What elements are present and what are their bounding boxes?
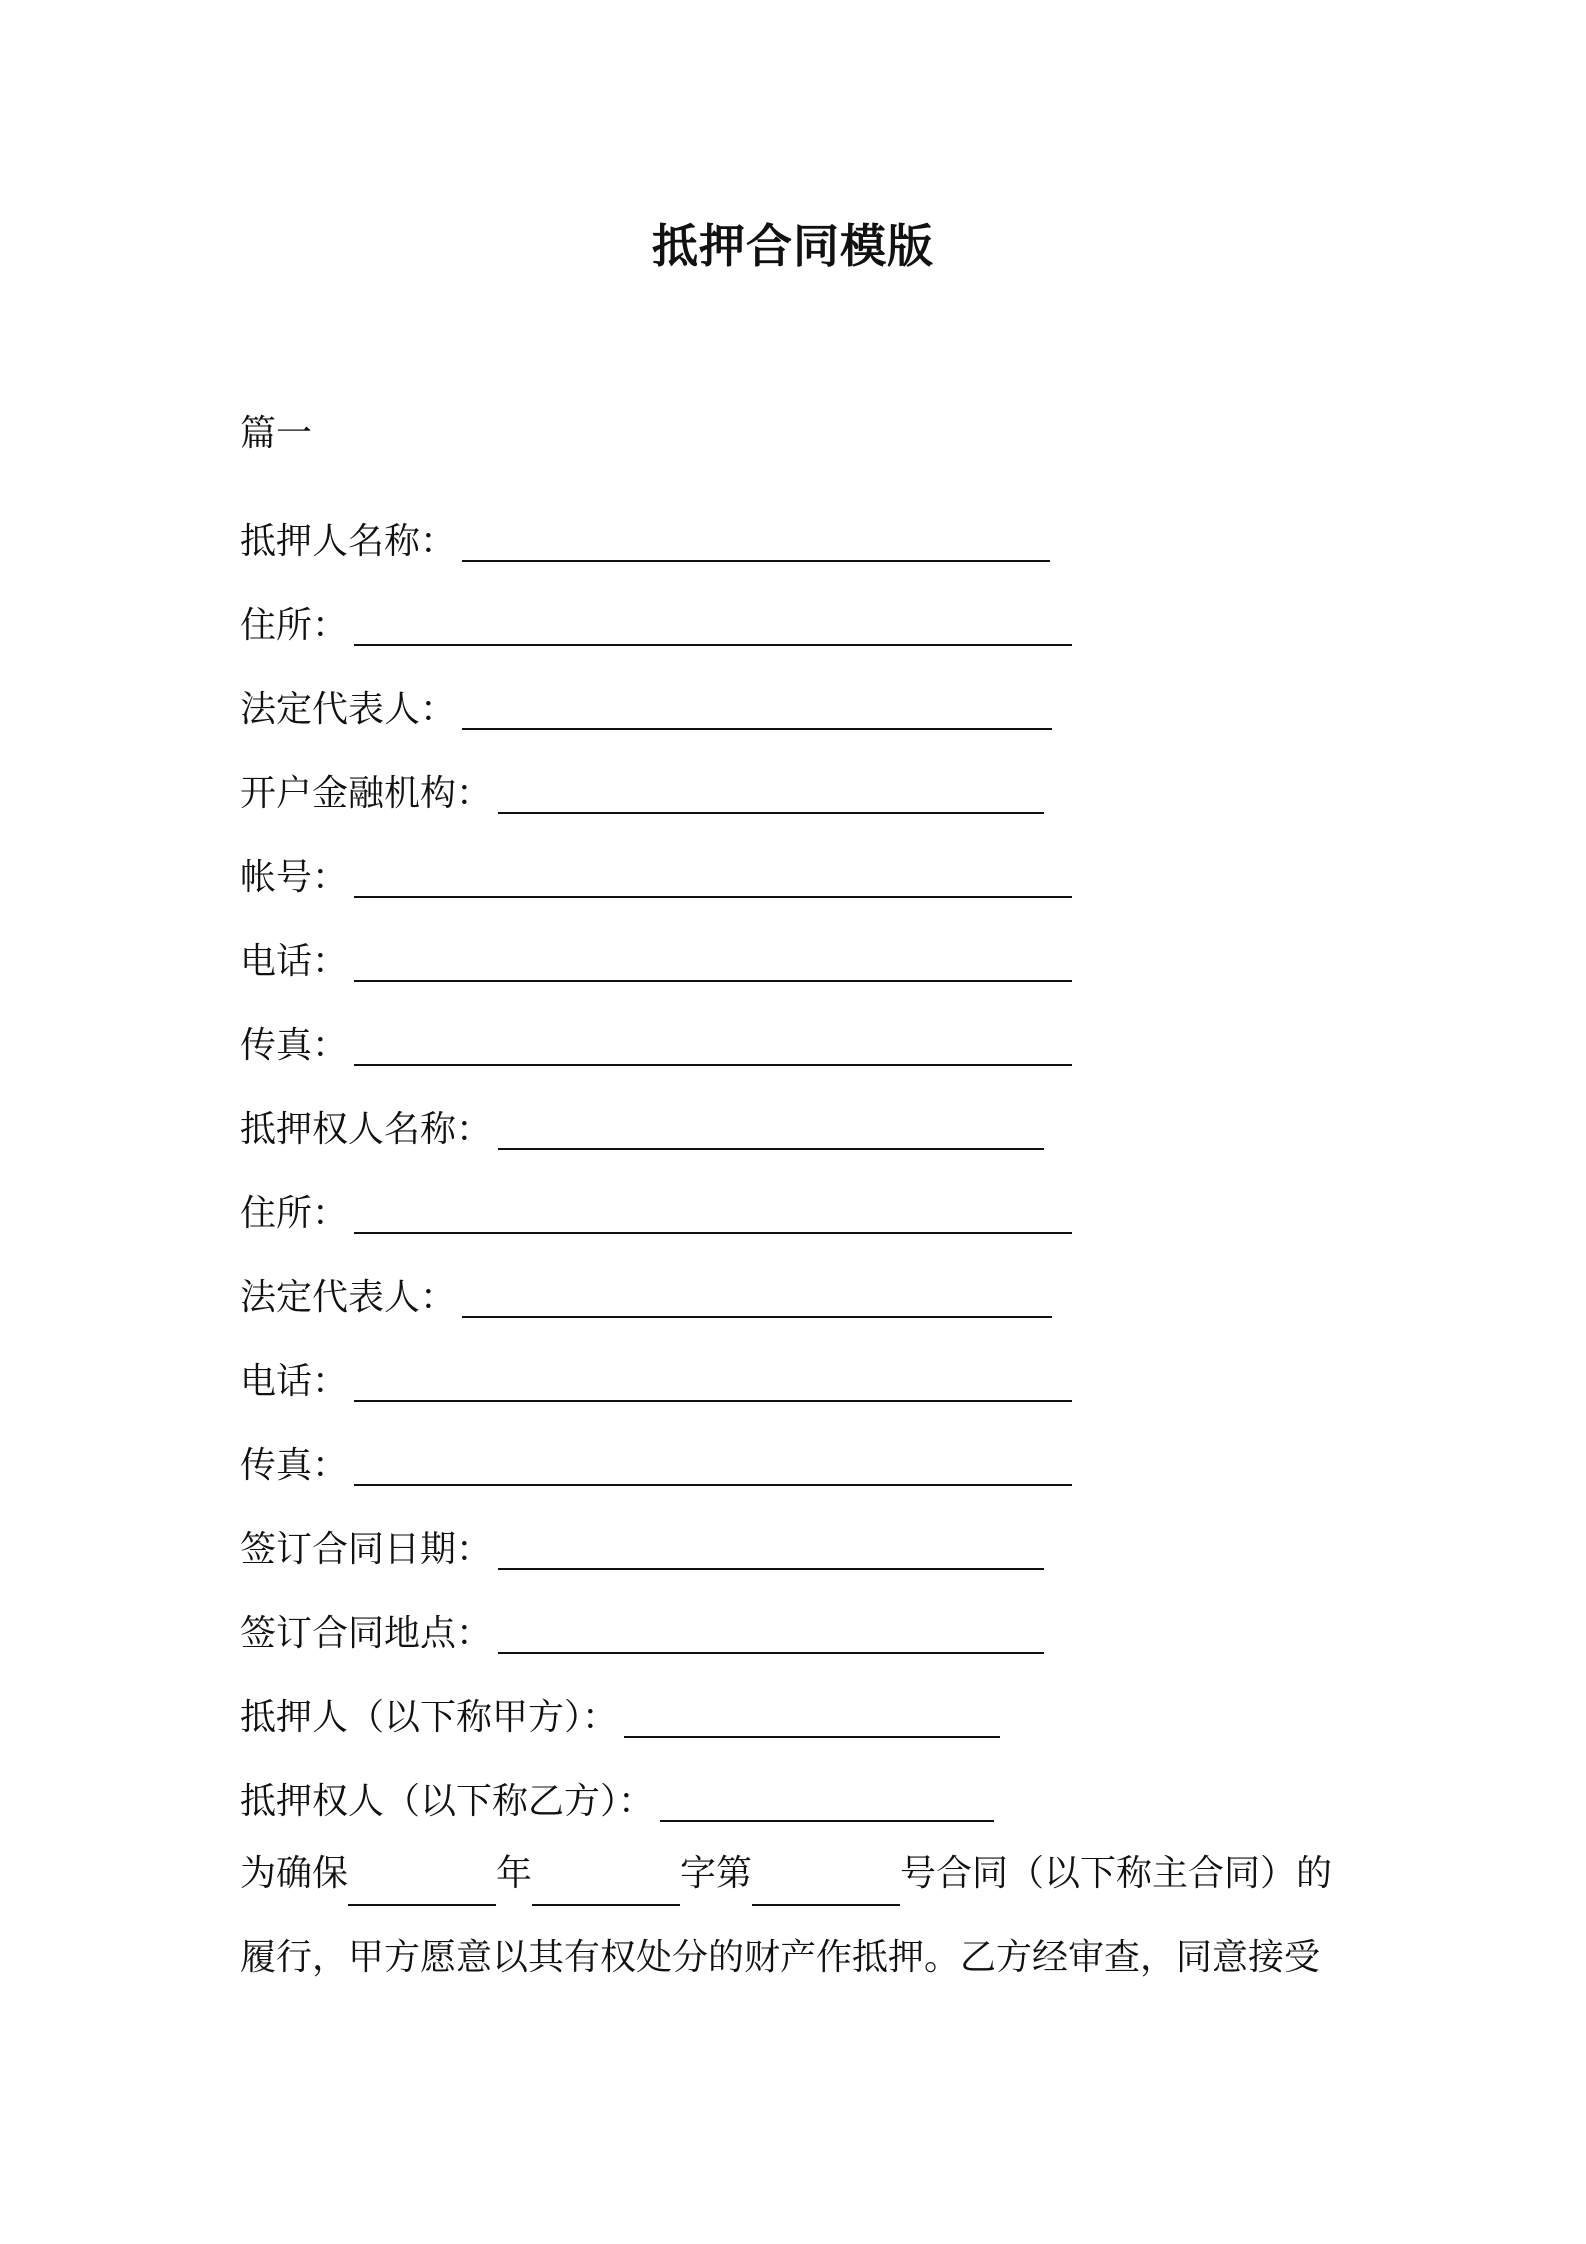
document-title: 抵押合同模版: [652, 219, 934, 273]
blank-line: [354, 1020, 1072, 1066]
blank-line: [624, 1692, 1000, 1738]
blank-line: [354, 1188, 1072, 1234]
field-label: 住所：: [240, 1193, 349, 1234]
field-mortgagor-address: [240, 572, 1360, 656]
field-label: 电话：: [240, 1361, 349, 1402]
blank-line: [498, 1524, 1044, 1570]
paragraph-text: 履行，甲方愿意以其有权处分的财产作抵押。乙方经审查，同意接受: [240, 1937, 1321, 1978]
field-label: 传真：: [240, 1445, 349, 1486]
paragraph-text: 为确保: [240, 1853, 349, 1894]
field-mortgagor-legal-rep: [240, 656, 1360, 740]
field-mortgagor-bank: [240, 740, 1360, 824]
blank-line: [462, 684, 1052, 730]
field-signing-place: [240, 1580, 1360, 1664]
field-label: 抵押人（以下称甲方）：: [240, 1697, 619, 1738]
field-label: 开户金融机构：: [240, 773, 493, 814]
blank-line: [462, 516, 1050, 562]
field-label: 住所：: [240, 605, 349, 646]
paragraph-line: [240, 1916, 1360, 2000]
paragraph-text: 字第: [680, 1853, 753, 1894]
field-label: 电话：: [240, 941, 349, 982]
field-party-b: [240, 1748, 1360, 1832]
blank-line: [498, 1104, 1044, 1150]
field-label: 帐号：: [240, 857, 349, 898]
document-body: [240, 404, 1360, 2000]
field-label: 签订合同地点：: [240, 1613, 493, 1654]
field-label: 签订合同日期：: [240, 1529, 493, 1570]
field-label: 传真：: [240, 1025, 349, 1066]
field-signing-date: [240, 1496, 1360, 1580]
field-party-a: [240, 1664, 1360, 1748]
blank-line: [354, 600, 1072, 646]
field-mortgagee-legal-rep: [240, 1244, 1360, 1328]
field-label: 抵押权人（以下称乙方）：: [240, 1781, 655, 1822]
blank-line: [354, 852, 1072, 898]
field-mortgagee-address: [240, 1160, 1360, 1244]
blank-line: [752, 1860, 900, 1906]
body-paragraph: [240, 1832, 1360, 2000]
blank-line: [354, 1440, 1072, 1486]
field-mortgagee-name: [240, 1076, 1360, 1160]
blank-line: [462, 1272, 1052, 1318]
section-heading: 篇一: [240, 413, 313, 454]
field-mortgagor-name: [240, 488, 1360, 572]
paragraph-line: [240, 1832, 1360, 1916]
field-mortgagor-phone: [240, 908, 1360, 992]
field-mortgagee-phone: [240, 1328, 1360, 1412]
blank-line: [354, 936, 1072, 982]
field-label: 抵押人名称：: [240, 521, 457, 562]
blank-line: [354, 1356, 1072, 1402]
field-mortgagee-fax: [240, 1412, 1360, 1496]
blank-line: [348, 1860, 496, 1906]
field-label: 法定代表人：: [240, 1277, 457, 1318]
field-label: 抵押权人名称：: [240, 1109, 493, 1150]
paragraph-text: 年: [496, 1853, 533, 1894]
field-mortgagor-fax: [240, 992, 1360, 1076]
field-mortgagor-account: [240, 824, 1360, 908]
blank-line: [660, 1776, 994, 1822]
paragraph-text: 号合同（以下称主合同）的: [900, 1853, 1333, 1894]
field-label: 法定代表人：: [240, 689, 457, 730]
blank-line: [498, 1608, 1044, 1654]
blank-line: [532, 1860, 680, 1906]
blank-line: [498, 768, 1044, 814]
